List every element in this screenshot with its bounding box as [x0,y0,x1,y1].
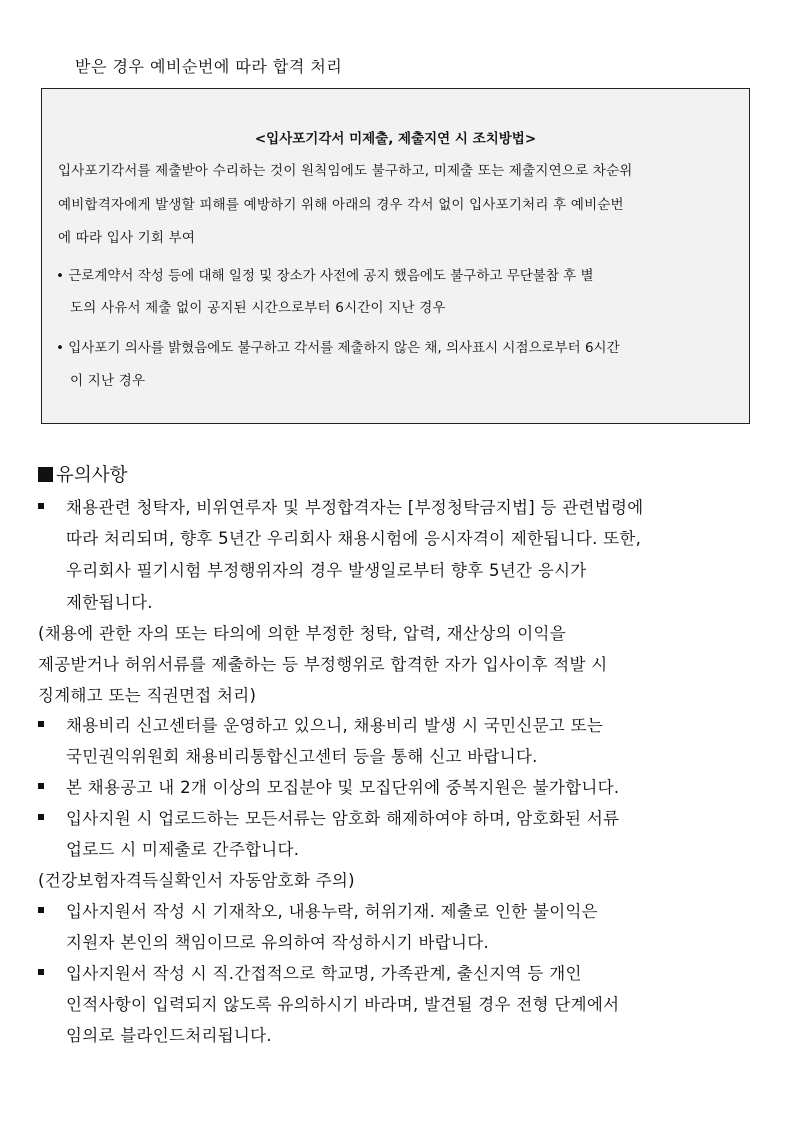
bullet-dot-icon: • [56,268,64,284]
notes-line: (건강보험자격득실확인서 자동암호화 주의) [38,871,355,890]
notice-intro-line: 예비합격자에게 발생할 피해를 예방하기 위해 아래의 경우 각서 없이 입사포기처리 후 예비순번 [58,197,624,213]
notes-line: 인적사항이 입력되지 않도록 유의하시기 바라며, 발견될 경우 전형 단계에서 [66,995,620,1014]
notes-line: (채용에 관한 자의 또는 타의에 의한 부정한 청탁, 압력, 재산상의 이익을 [38,624,566,643]
notice-bullet-continuation: 도의 사유서 제출 없이 공지된 시간으로부터 6시간이 지난 경우 [70,300,446,316]
notice-intro-line: 입사포기각서를 제출받아 수리하는 것이 원칙임에도 불구하고, 미제출 또는 제출지연으로 차순위 [58,163,633,179]
bullet-square-icon [38,783,44,789]
bullet-square-icon [38,503,44,509]
notes-section-title [38,461,127,487]
notes-line: 따라 처리되며, 향후 5년간 우리회사 채용시험에 응시자격이 제한됩니다. 또한, [66,529,642,548]
notes-line: 우리회사 필기시험 부정행위자의 경우 발생일로부터 향후 5년간 응시가 [66,561,587,580]
bullet-square-icon [38,907,44,913]
notes-line: 업로드 시 미제출로 간주합니다. [66,840,300,859]
notes-line: 입사지원서 작성 시 직.간접적으로 학교명, 가족관계, 출신지역 등 개인 [66,964,582,983]
notes-line: 채용비리 신고센터를 운영하고 있으니, 채용비리 발생 시 국민신문고 또는 [66,716,604,735]
notice-intro-line: 에 따라 입사 기회 부여 [58,230,196,246]
notes-line: 지원자 본인의 책임이므로 유의하여 작성하시기 바랍니다. [66,933,490,952]
notes-line: 입사지원 시 업로드하는 모든서류는 암호화 해제하여야 하며, 암호화된 서류 [66,809,620,828]
notice-bullet-text: 근로계약서 작성 등에 대해 일정 및 장소가 사전에 공지 했음에도 불구하고 무단불참 후 별 [68,268,594,284]
notice-box-title: <입사포기각서 미제출, 제출지연 시 조치방법> [254,131,537,147]
bullet-square-icon [38,721,44,727]
black-square-icon [38,467,53,482]
notice-bullet-item [56,264,594,284]
notes-line: 제한됩니다. [66,593,153,612]
notes-line: 국민권익위원회 채용비리통합신고센터 등을 통해 신고 바랍니다. [66,747,538,766]
top-line-text: 받은 경우 예비순번에 따라 합격 처리 [75,57,343,76]
notice-bullet-text: 입사포기 의사를 밝혔음에도 불구하고 각서를 제출하지 않은 채, 의사표시 시점으로부터 6시간 [68,340,620,356]
bullet-square-icon [38,969,44,975]
notes-line: 입사지원서 작성 시 기재착오, 내용누락, 허위기재. 제출로 인한 불이익은 [66,902,598,921]
notice-bullet-item [56,336,620,356]
notes-title-text: 유의사항 [56,465,128,486]
notes-line: 본 채용공고 내 2개 이상의 모집분야 및 모집단위에 중복지원은 불가합니다. [66,778,620,797]
bullet-square-icon [38,814,44,820]
bullet-dot-icon: • [56,340,64,356]
notes-line: 임의로 블라인드처리됩니다. [66,1026,272,1045]
notes-line: 징계해고 또는 직권면접 처리) [38,686,257,705]
notes-line: 채용관련 청탁자, 비위연루자 및 부정합격자는 [부정청탁금지법] 등 관련법령에 [66,498,644,517]
notice-bullet-continuation: 이 지난 경우 [70,373,146,389]
notes-line: 제공받거나 허위서류를 제출하는 등 부정행위로 합격한 자가 입사이후 적발 시 [38,655,608,674]
notice-box [41,88,750,424]
